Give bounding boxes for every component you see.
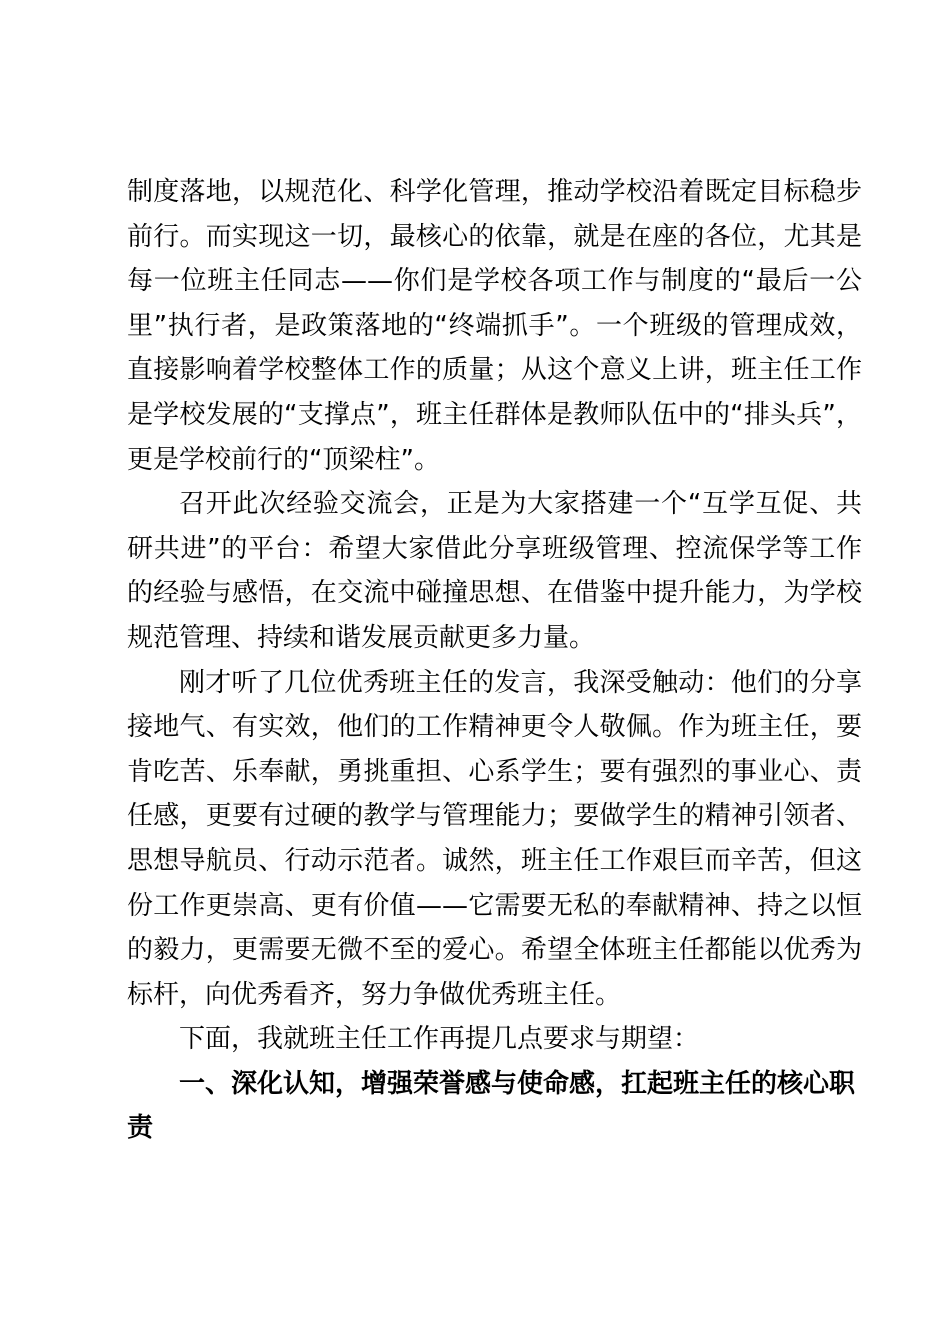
document-body bbox=[127, 170, 862, 1151]
paragraph-requirements-intro: 下面，我就班主任工作再提几点要求与期望： bbox=[179, 1024, 700, 1055]
paragraph-continued: 制度落地，以规范化、科学化管理，推动学校沿着既定目标稳步前行。而实现这一切，最核心的依靠，就是在座的各位，尤其是每一位班主任同志——你们是学校各项工作与制度的“最后一公里”执行者，是政策落地的“终端抓手”。一个班级的管理成效，直接影响着学校整体工作的质量；从这个意义上讲，班主任工作是学校发展的“支撑点”，班主任群体是教师队伍中的“排头兵”，更是学校前行的“顶梁柱”。 bbox=[127, 177, 862, 475]
paragraph-excellent-teachers: 刚才听了几位优秀班主任的发言，我深受触动：他们的分享接地气、有实效，他们的工作精神更令人敬佩。作为班主任，要肯吃苦、乐奉献，勇挑重担、心系学生；要有强烈的事业心、责任感，更要有过硬的教学与管理能力；要做学生的精神引领者、思想导航员、行动示范者。诚然，班主任工作艰巨而辛苦，但这份工作更崇高、更有价值——它需要无私的奉献精神、持之以恒的毅力，更需要无微不至的爱心。希望全体班主任都能以优秀为标杆，向优秀看齐，努力争做优秀班主任。 bbox=[127, 667, 862, 1010]
paragraph-meeting-purpose: 召开此次经验交流会，正是为大家搭建一个“互学互促、共研共进”的平台：希望大家借此分享班级管理、控流保学等工作的经验与感悟，在交流中碰撞思想、在借鉴中提升能力，为学校规范管理、持续和谐发展贡献更多力量。 bbox=[127, 489, 862, 653]
section-heading-one: 一、深化认知，增强荣誉感与使命感，扛起班主任的核心职责 bbox=[127, 1068, 856, 1144]
